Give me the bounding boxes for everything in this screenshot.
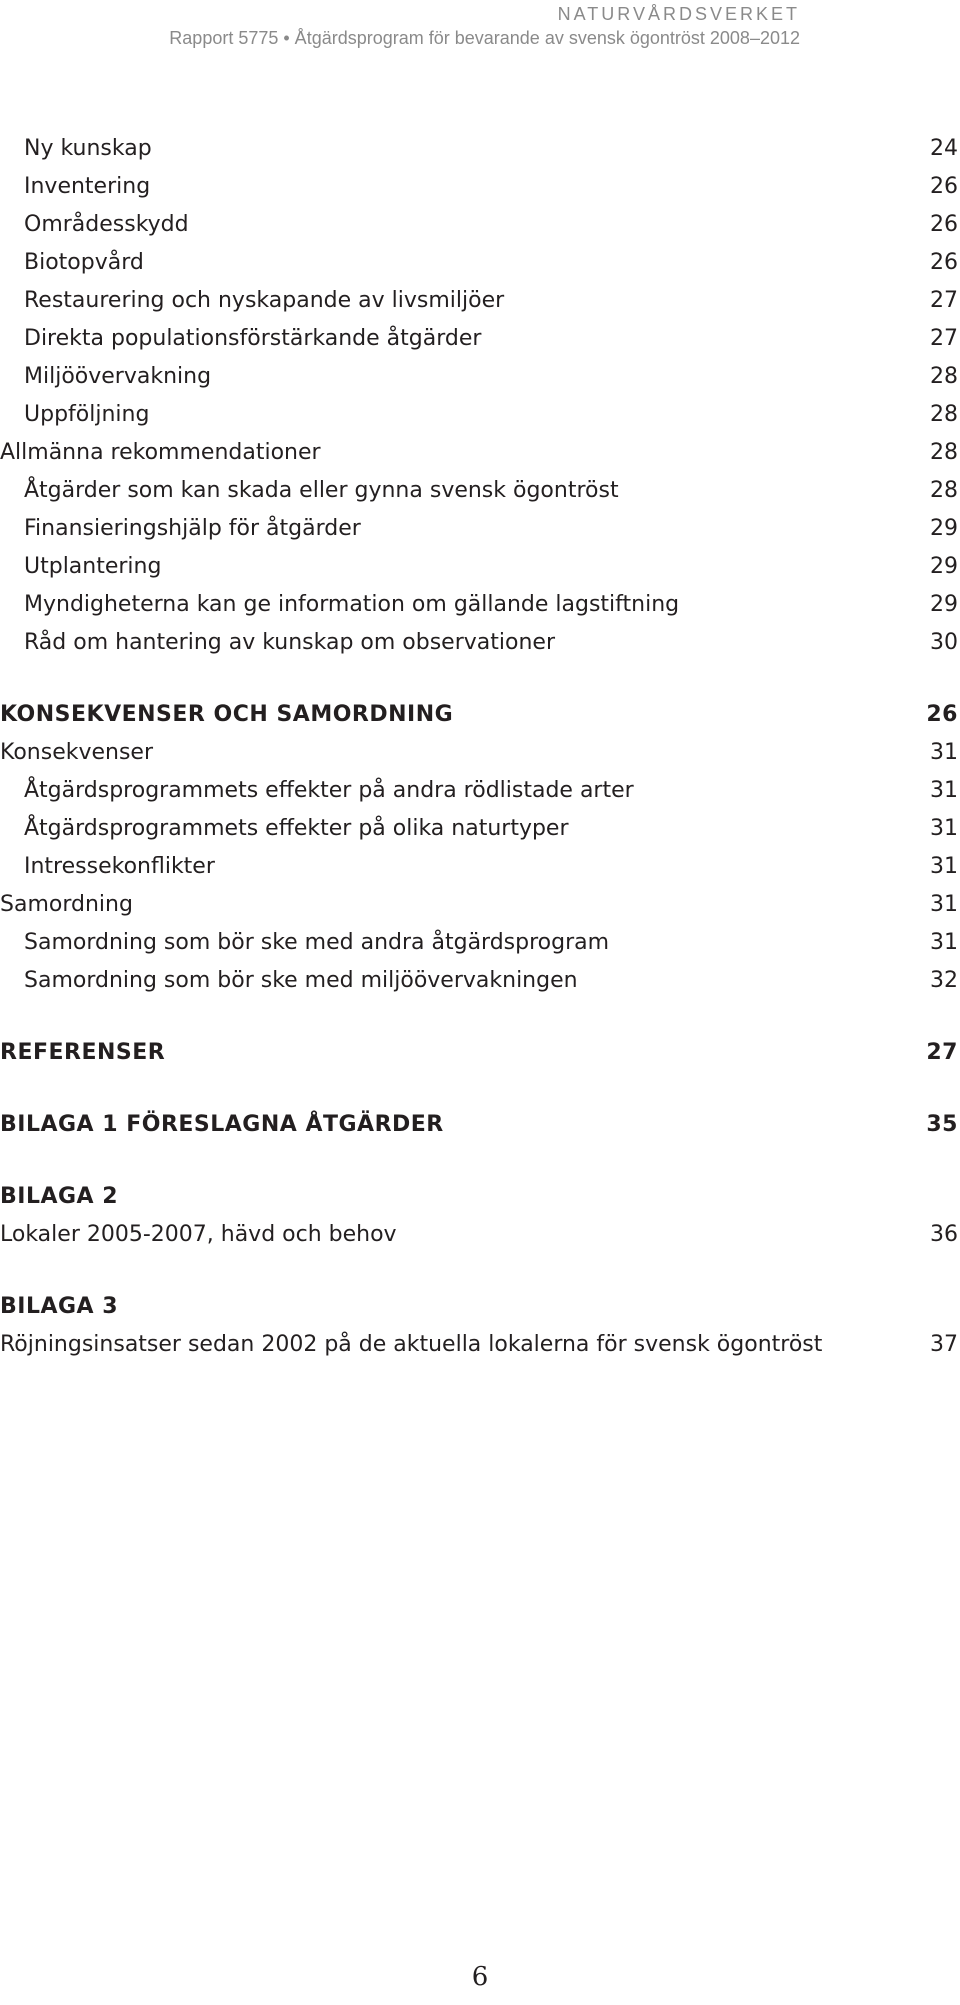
toc-entry-label: Intressekonflikter	[24, 854, 215, 879]
toc-entry[interactable]	[0, 358, 960, 396]
toc-entry-page: 29	[930, 554, 958, 579]
toc-entry[interactable]	[0, 924, 960, 962]
toc-entry-label: Lokaler 2005-2007, hävd och behov	[0, 1222, 397, 1247]
toc-entry-label: Finansieringshjälp för åtgärder	[24, 516, 361, 541]
toc-entry-label: Inventering	[24, 174, 151, 199]
toc-entry-page: 31	[930, 778, 958, 803]
toc-entry-label: Miljöövervakning	[24, 364, 212, 389]
toc-section-heading[interactable]	[0, 1106, 960, 1144]
toc-section-label: BILAGA 2	[0, 1184, 119, 1209]
toc-entry-page: 28	[930, 402, 958, 427]
toc-entry-page: 31	[930, 740, 958, 765]
toc-entry[interactable]	[0, 510, 960, 548]
toc-entry-label: Myndigheterna kan ge information om gällande lagstiftning	[24, 592, 680, 617]
toc-entry-page: 32	[930, 968, 958, 993]
toc-entry[interactable]	[0, 472, 960, 510]
toc-entry[interactable]	[0, 396, 960, 434]
toc-entry[interactable]	[0, 624, 960, 662]
toc-entry[interactable]	[0, 206, 960, 244]
table-of-contents	[0, 130, 960, 1364]
publisher-brand: NATURVÅRDSVERKET	[557, 4, 800, 24]
toc-entry-label: Röjningsinsatser sedan 2002 på de aktuella lokalerna för svensk ögontröst	[0, 1332, 823, 1357]
toc-entry-label: Råd om hantering av kunskap om observationer	[24, 630, 555, 655]
toc-entry[interactable]	[0, 962, 960, 1000]
toc-section-label: BILAGA 3	[0, 1294, 119, 1319]
toc-entry[interactable]	[0, 810, 960, 848]
toc-entry-label: Åtgärdsprogrammets effekter på olika naturtyper	[24, 816, 569, 841]
toc-entry-label: Ny kunskap	[24, 136, 152, 161]
toc-entry-page: 26	[930, 212, 958, 237]
toc-entry[interactable]	[0, 282, 960, 320]
toc-entry-page: 37	[930, 1332, 958, 1357]
toc-entry[interactable]	[0, 1326, 960, 1364]
toc-entry-label: Biotopvård	[24, 250, 144, 275]
toc-section-page: 35	[926, 1112, 958, 1137]
toc-entry[interactable]	[0, 244, 960, 282]
toc-entry[interactable]	[0, 320, 960, 358]
toc-entry[interactable]	[0, 734, 960, 772]
page-number: 6	[471, 1962, 489, 1992]
toc-entry[interactable]	[0, 772, 960, 810]
toc-entry-page: 28	[930, 364, 958, 389]
toc-section-heading[interactable]	[0, 1178, 960, 1216]
toc-section-heading[interactable]	[0, 696, 960, 734]
toc-section-heading[interactable]	[0, 1034, 960, 1072]
toc-entry-label: Områdesskydd	[24, 212, 189, 237]
toc-entry-page: 26	[930, 250, 958, 275]
toc-entry[interactable]	[0, 168, 960, 206]
toc-section-page: 26	[926, 702, 958, 727]
toc-entry-label: Åtgärder som kan skada eller gynna svensk ögontröst	[24, 478, 619, 503]
toc-section-label: BILAGA 1 FÖRESLAGNA ÅTGÄRDER	[0, 1112, 444, 1137]
toc-entry[interactable]	[0, 434, 960, 472]
toc-entry-page: 26	[930, 174, 958, 199]
toc-entry-page: 28	[930, 478, 958, 503]
toc-entry[interactable]	[0, 848, 960, 886]
toc-entry-page: 29	[930, 592, 958, 617]
toc-section-label: REFERENSER	[0, 1040, 166, 1065]
toc-entry-label: Utplantering	[24, 554, 162, 579]
toc-entry-label: Uppföljning	[24, 402, 150, 427]
toc-entry-label: Konsekvenser	[0, 740, 154, 765]
toc-entry-page: 29	[930, 516, 958, 541]
toc-entry[interactable]	[0, 548, 960, 586]
toc-entry-page: 27	[930, 326, 958, 351]
toc-entry-label: Samordning som bör ske med miljöövervakningen	[24, 968, 578, 993]
toc-entry-page: 36	[930, 1222, 958, 1247]
toc-entry[interactable]	[0, 1216, 960, 1254]
toc-entry-page: 31	[930, 854, 958, 879]
report-title: Rapport 5775 • Åtgärdsprogram för bevarande av svensk ögontröst 2008–2012	[169, 28, 800, 48]
toc-entry[interactable]	[0, 130, 960, 168]
toc-entry-page: 31	[930, 930, 958, 955]
toc-entry-page: 24	[930, 136, 958, 161]
toc-entry-label: Samordning som bör ske med andra åtgärdsprogram	[24, 930, 610, 955]
toc-entry[interactable]	[0, 586, 960, 624]
toc-entry-label: Restaurering och nyskapande av livsmiljöer	[24, 288, 505, 313]
toc-entry-label: Åtgärdsprogrammets effekter på andra rödlistade arter	[24, 778, 634, 803]
toc-entry-label: Samordning	[0, 892, 133, 917]
toc-entry-page: 31	[930, 816, 958, 841]
toc-entry-page: 31	[930, 892, 958, 917]
toc-section-page: 27	[926, 1040, 958, 1065]
toc-section-label: KONSEKVENSER OCH SAMORDNING	[0, 702, 454, 727]
toc-entry-page: 28	[930, 440, 958, 465]
toc-entry-label: Direkta populationsförstärkande åtgärder	[24, 326, 482, 351]
toc-entry[interactable]	[0, 886, 960, 924]
toc-section-heading[interactable]	[0, 1288, 960, 1326]
toc-entry-label: Allmänna rekommendationer	[0, 440, 321, 465]
toc-entry-page: 30	[930, 630, 958, 655]
toc-entry-page: 27	[930, 288, 958, 313]
